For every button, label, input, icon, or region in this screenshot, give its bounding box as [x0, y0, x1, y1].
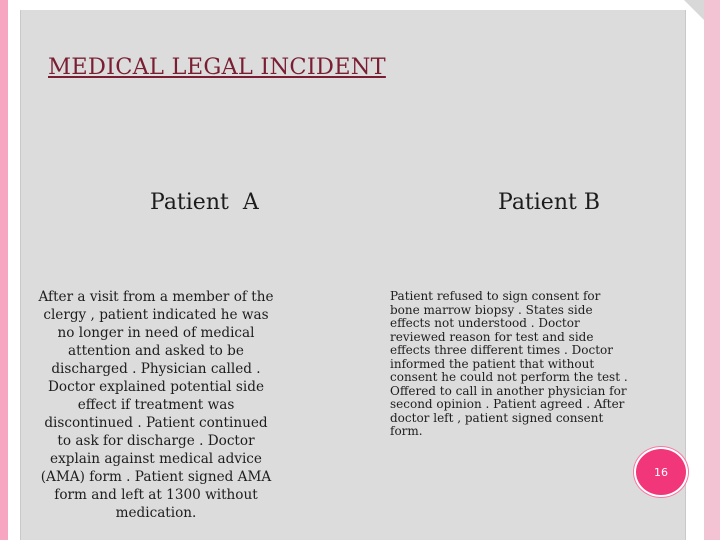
- patient-a-text: After a visit from a member of the clergy , patient indicated he was no longer in need of medical attention and asked to be discharged . Physician called . Doctor explained potential side effect if treatment was discontinued . Patient continued to ask for discharge . Doctor explain against medical advice (AMA) form . Patient signed AMA form and left at 1300 without medication.: [38, 289, 274, 521]
- page-number-badge: 16: [634, 447, 688, 497]
- slide-title: MEDICAL LEGAL INCIDENT: [48, 54, 386, 80]
- corner-fold: [684, 0, 704, 20]
- patient-a-heading: Patient A: [150, 190, 259, 215]
- patient-b-heading: Patient B: [498, 190, 600, 215]
- right-rail: [704, 0, 720, 540]
- patient-b-text: Patient refused to sign consent for bone marrow biopsy . States side effects not understood . Doctor reviewed reason for test and side effects three different times . Doctor informed the patient that without consent he could not perform the test . Offered to call in another physician for second opinion . Patient agreed . After doctor left , patient signed consent form.: [390, 289, 628, 438]
